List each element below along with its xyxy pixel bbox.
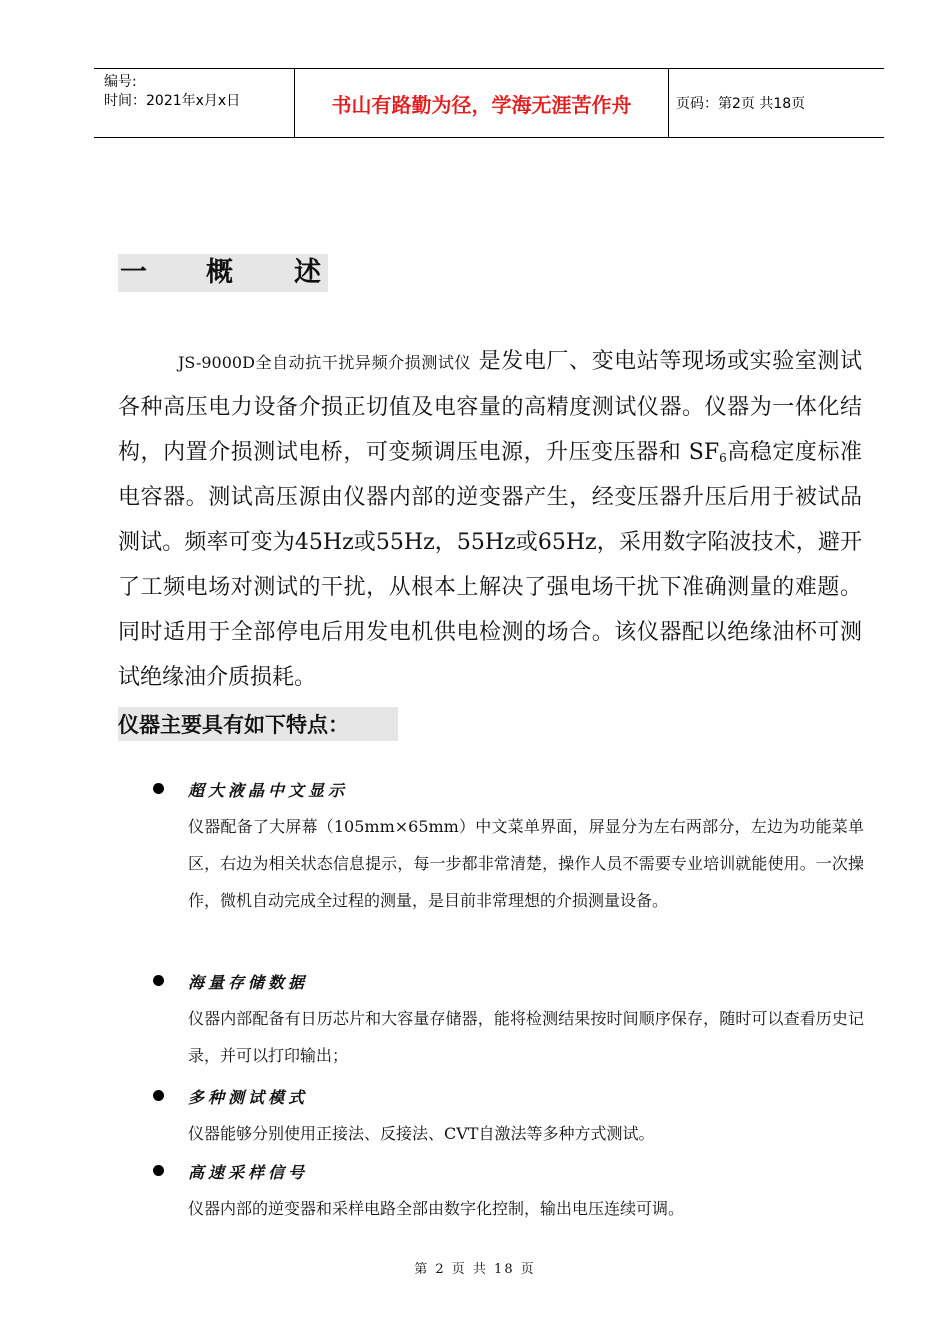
- section-number: 一: [120, 257, 147, 288]
- section-title-char: 述: [294, 257, 321, 288]
- intro-text-a: 是发电厂、变电站等现场或实验室测试各种高压电力设备介损正切值及电容量的高精度测试仪器。仪器为一体化结构，内置介损测试电桥，可变频调压电源，升压变压器和 SF: [118, 349, 863, 465]
- bullet-icon: [153, 975, 164, 986]
- product-name: JS-9000D全自动抗干扰异频介损测试仪: [178, 353, 472, 372]
- feature-desc: 仪器内部配备有日历芯片和大容量存储器，能将检测结果按时间顺序保存，随时可以查看历史记录，并可以打印输出；: [188, 1009, 864, 1065]
- feature-desc: 仪器能够分别使用正接法、反接法、CVT自激法等多种方式测试。: [188, 1124, 655, 1143]
- page-footer: 第 2 页 共 18 页: [414, 1262, 536, 1277]
- section-heading: [118, 254, 328, 292]
- intro-text-b: 高稳定度标准电容器。测试高压源由仪器内部的逆变器产生，经变压器升压后用于被试品测试。频率可变为45Hz或55Hz，55Hz或65Hz，采用数字陷波技术，避开了工频电场对测试的干扰，从根本上解决了强电场干扰下准确测量的难题。同时适用于全部停电后用发电机供电检测的场合。该仪器配以绝缘油杯可测试绝缘油介质损耗。: [118, 440, 862, 690]
- feature-title: 超大液晶中文显示: [188, 781, 349, 800]
- doc-number-label: 编号:: [104, 74, 137, 90]
- header-divider: [668, 69, 669, 137]
- feature-title: 海量存储数据: [188, 973, 309, 992]
- feature-desc: 仪器配备了大屏幕（105mm×65mm）中文菜单界面，屏显分为左右两部分，左边为功能菜单区，右边为相关状态信息提示，每一步都非常清楚，操作人员不需要专业培训就能使用。一次操作，微机自动完成全过程的测量，是目前非常理想的介损测量设备。: [188, 817, 864, 910]
- header-motto: 书山有路勤为径，学海无涯苦作舟: [331, 92, 632, 117]
- feature-title: 高速采样信号: [188, 1163, 309, 1182]
- subscript-6: 6: [719, 451, 727, 465]
- bullet-icon: [153, 1090, 164, 1101]
- bullet-icon: [153, 1165, 164, 1176]
- header-page-info: 页码：第2页 共18页: [676, 96, 806, 112]
- feature-desc: 仪器内部的逆变器和采样电路全部由数字化控制，输出电压连续可调。: [188, 1199, 685, 1218]
- feature-title: 多种测试模式: [188, 1088, 309, 1107]
- bullet-icon: [153, 783, 164, 794]
- features-heading: 仪器主要具有如下特点：: [118, 707, 398, 741]
- section-title-char: 概: [206, 257, 233, 288]
- page-header: [94, 68, 884, 138]
- header-meta: [104, 73, 240, 111]
- doc-time-label: 时间：2021年x月x日: [104, 93, 241, 109]
- intro-paragraph: [118, 339, 862, 700]
